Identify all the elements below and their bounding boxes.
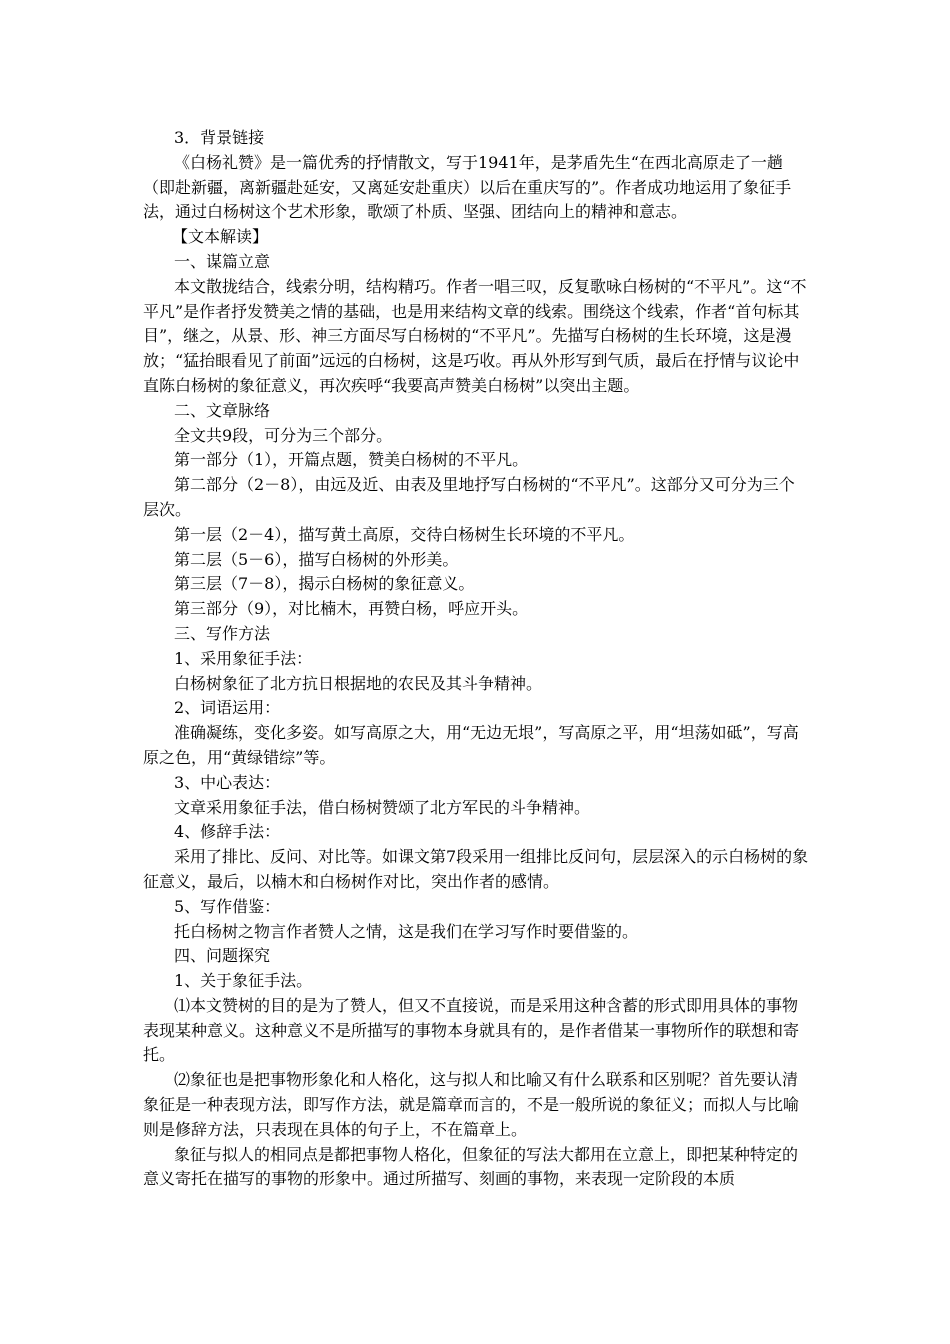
part3-item-title: 2、词语运用： — [174, 698, 281, 718]
part2-line: 第一层（2－4），描写黄土高原，交待白杨树生长环境的不平凡。 — [174, 524, 635, 544]
section-heading-background: 3．背景链接 — [174, 128, 265, 147]
part4-paragraph: ⑴本文赞树的目的是为了赞人，但又不直接说，而是采用这种含蓄的形式即用具体的事物表现某种意义。这种意义不是所描写的事物本身就具有的，是作者借某一事物所作的联想和寄托。 — [143, 995, 800, 1065]
part2-line: 第一部分（1），开篇点题，赞美白杨树的不平凡。 — [174, 450, 529, 470]
part2-line: 第三部分（9），对比楠木，再赞白杨，呼应开头。 — [174, 599, 529, 619]
part3-heading: 三、写作方法 — [174, 623, 271, 643]
part4-paragraph: 象征与拟人的相同点是都把事物人格化，但象征的写法大都用在立意上，即把某种特定的意义寄托在描写的事物的形象中。通过所描写、刻画的事物，来表现一定阶段的本质 — [143, 1144, 799, 1189]
part4-heading: 四、问题探究 — [174, 946, 271, 966]
part3-item-text: 采用了排比、反问、对比等。如课文第7段采用一组排比反问句，层层深入的示白杨树的象征意义，最后，以楠木和白杨树作对比，突出作者的感情。 — [143, 847, 809, 891]
part2-line: 第三层（7－8），揭示白杨树的象征意义。 — [174, 574, 475, 594]
part3-item-text: 托白杨树之物言作者赞人之情，这是我们在学习写作时要借鉴的。 — [174, 921, 639, 941]
part1-heading: 一、谋篇立意 — [174, 251, 271, 271]
part4-paragraph: ⑵象征也是把事物形象化和人格化，这与拟人和比喻又有什么联系和区别呢？首先要认清象征是一种表现方法，即写作方法，就是篇章而言的，不是一般所说的象征义；而拟人与比喻则是修辞方法，只表现在具体的句子上，不在篇章上。 — [143, 1070, 800, 1139]
part1-paragraph: 本文散拢结合，线索分明，结构精巧。作者一唱三叹，反复歌咏白杨树的“不平凡”。这“不平凡”是作者抒发赞美之情的基础，也是用来结构文章的线索。围绕这个线索，作者“首句标其目”，继之，从景、形、神三方面尽写白杨树的“不平凡”。先描写白杨树的生长环境，这是漫放；“猛抬眼看见了前面”远远的白杨树，这是巧收。再从外形写到气质，最后在抒情与议论中直陈白杨树的象征意义，再次疾呼“我要高声赞美白杨树”以突出主题。 — [143, 276, 807, 395]
document-body — [143, 126, 810, 1192]
part3-item-title: 4、修辞手法： — [174, 822, 281, 842]
part4-subheading: 1、关于象征手法。 — [174, 971, 313, 991]
part2-line: 全文共9段，可分为三个部分。 — [174, 425, 393, 445]
part3-item-text: 白杨树象征了北方抗日根据地的农民及其斗争精神。 — [174, 673, 543, 693]
text-reading-heading: 【文本解读】 — [172, 227, 269, 247]
part3-item-text: 文章采用象征手法，借白杨树赞颂了北方军民的斗争精神。 — [174, 797, 591, 817]
paragraph-background: 《白杨礼赞》是一篇优秀的抒情散文，写于1941年，是茅盾先生“在西北高原走了一趟（即赴新疆，离新疆赴延安，又离延安赴重庆）以后在重庆写的”。作者成功地运用了象征手法，通过白杨树这个艺术形象，歌颂了朴质、坚强、团结向上的精神和意志。 — [143, 152, 792, 222]
part3-item-title: 1、采用象征手法： — [174, 648, 313, 668]
part3-item-title: 3、中心表达： — [174, 772, 281, 792]
part3-item-title: 5、写作借鉴： — [174, 896, 281, 916]
part2-heading: 二、文章脉络 — [174, 400, 271, 420]
part2-line: 第二层（5－6），描写白杨树的外形美。 — [174, 549, 459, 569]
part3-item-text: 准确凝练，变化多姿。如写高原之大，用“无边无垠”，写高原之平，用“坦荡如砥”，写高原之色，用“黄绿错综”等。 — [143, 723, 799, 767]
part2-line: 第二部分（2－8），由远及近、由表及里地抒写白杨树的“不平凡”。这部分又可分为三个层次。 — [143, 475, 795, 519]
